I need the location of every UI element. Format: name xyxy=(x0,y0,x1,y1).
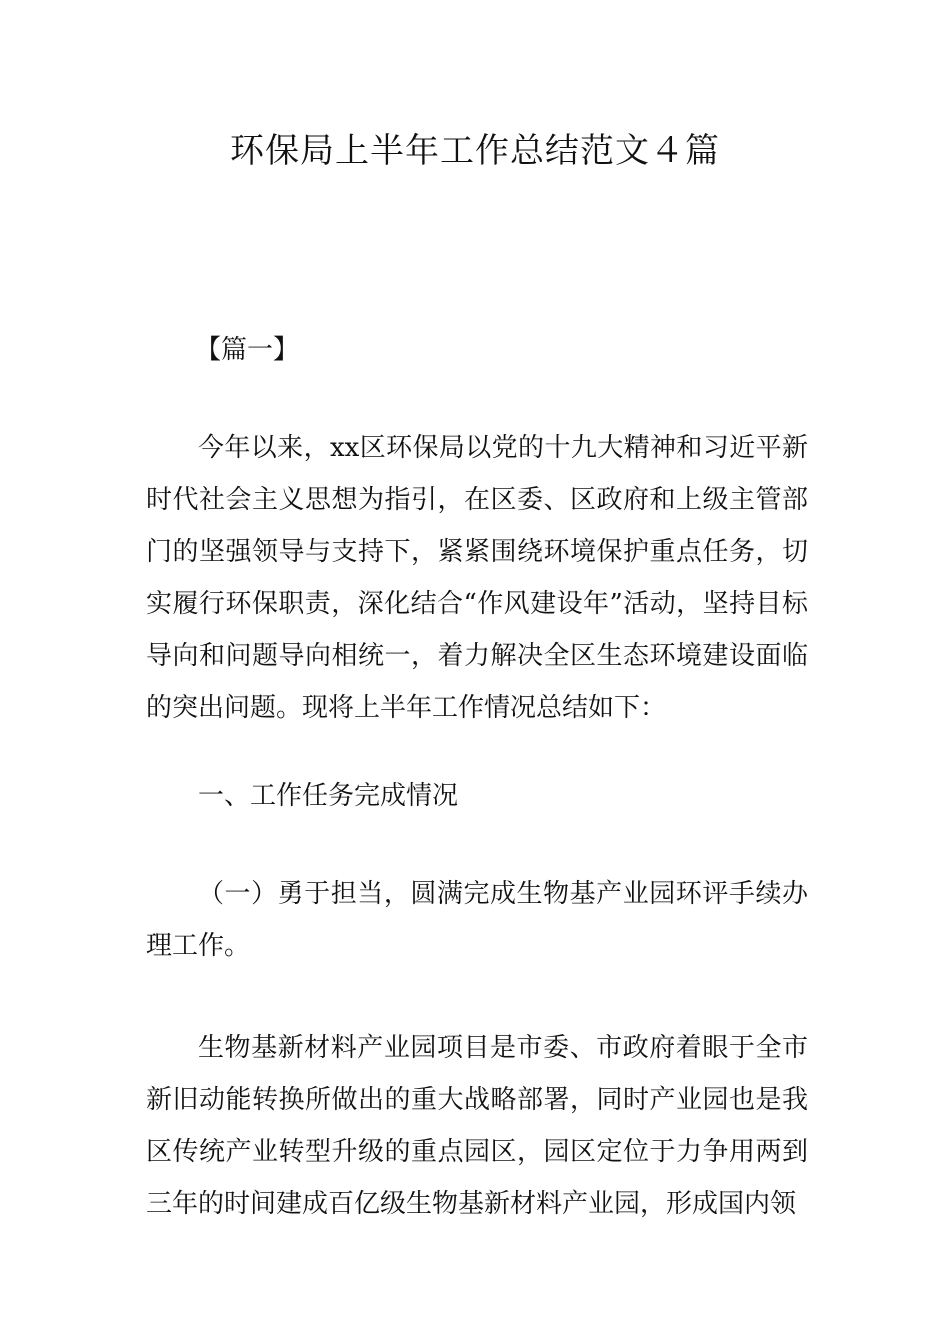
intro-paragraph: 今年以来，xx区环保局以党的十九大精神和习近平新时代社会主义思想为指引，在区委、区政府和上级主管部门的坚强领导与支持下，紧紧围绕环境保护重点任务，切实履行环保职责，深化结合“作风建设年”活动，坚持目标导向和问题导向相统一，着力解决全区生态环境建设面临的突出问题。现将上半年工作情况总结如下： xyxy=(146,433,808,723)
section-label: 【篇一】 xyxy=(195,335,300,365)
section-heading: 一、工作任务完成情况 xyxy=(198,781,459,811)
subsection-heading: （一）勇于担当，圆满完成生物基产业园环评手续办理工作。 xyxy=(146,879,808,961)
document-title: 环保局上半年工作总结范文４篇 xyxy=(230,131,720,171)
body-paragraph: 生物基新材料产业园项目是市委、市政府着眼于全市新旧动能转换所做出的重大战略部署，同时产业园也是我区传统产业转型升级的重点园区，园区定位于力争用两到三年的时间建成百亿级生物基新材料产业园，形成国内领 xyxy=(146,1033,808,1219)
